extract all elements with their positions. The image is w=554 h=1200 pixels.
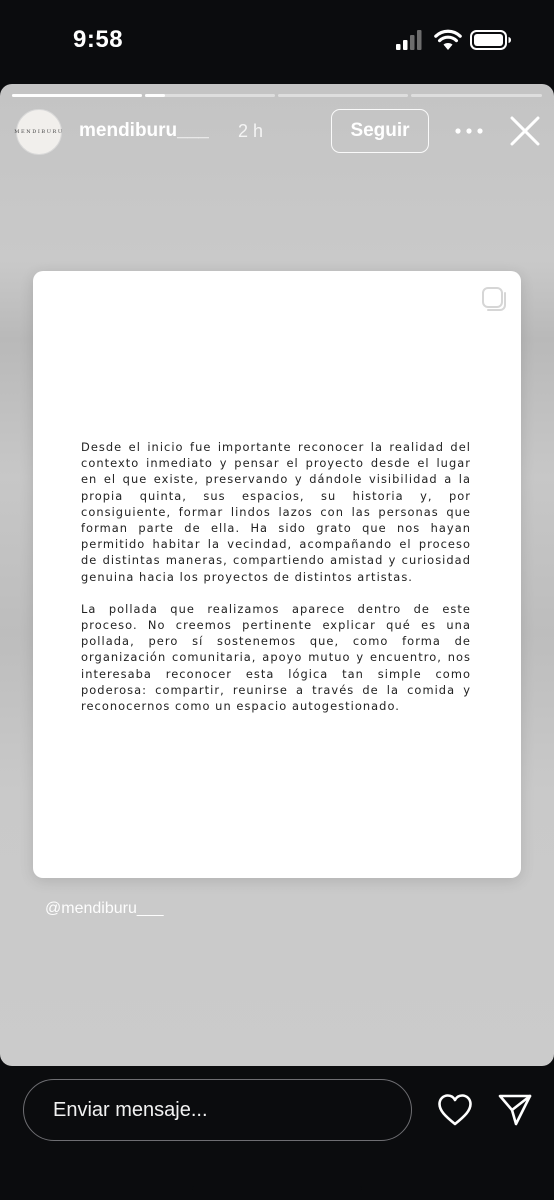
progress-fill-2	[145, 94, 165, 97]
heart-icon[interactable]	[437, 1093, 473, 1127]
post-paragraph-1: Desde el inicio fue importante reconocer la realidad del contexto inmediato y pensar el proyecto desde el lugar en el que existe, preservando y dándole visibilidad a la propia quinta, sus espacios, su historia y, por consiguiente, formar lindos lazos con las personas que forman parte de ella. Ha sido grato que nos hayan permitido habitar la vecindad, acompañando el proceso de distintas maneras, compartiendo amistad y curiosidad genuina hacia los proyectos de distintos artistas.	[81, 440, 471, 584]
battery-icon	[470, 29, 512, 51]
reply-bar	[0, 1066, 554, 1200]
more-options-icon[interactable]	[452, 120, 486, 142]
story-progress	[12, 94, 542, 97]
post-text	[81, 439, 471, 730]
post-paragraph-2: La pollada que realizamos aparece dentro de este proceso. No creemos pertinente explicar qué es una pollada, pero sí sostenemos que, como forma de organización comunitaria, apoyo mutuo y encuentro, nos interesaba reconocer esta lógica tan simple como poderosa: compartir, reunirse a través de la comida y reconocernos como un espacio autogestionado.	[81, 601, 471, 714]
username[interactable]: mendiburu___	[79, 120, 209, 141]
progress-segment-4	[411, 94, 542, 97]
close-icon[interactable]	[506, 112, 544, 150]
status-bar	[0, 0, 554, 84]
progress-segment-2	[145, 94, 275, 97]
avatar[interactable]	[16, 109, 62, 155]
wifi-icon	[434, 29, 462, 51]
status-time: 9:58	[73, 26, 124, 53]
story-viewer[interactable]	[0, 84, 554, 1066]
follow-button[interactable]: Seguir	[331, 109, 429, 153]
cellular-signal-icon	[396, 30, 424, 50]
progress-segment-3	[278, 94, 408, 97]
multiple-posts-icon	[480, 285, 508, 313]
home-indicator	[192, 1186, 362, 1191]
timestamp: 2 h	[238, 121, 264, 141]
mention-tag[interactable]: @mendiburu___	[45, 900, 164, 917]
send-icon[interactable]	[497, 1092, 533, 1128]
progress-fill-1	[12, 94, 142, 97]
message-input[interactable]: Enviar mensaje...	[23, 1079, 412, 1141]
progress-segment-1	[12, 94, 142, 97]
post-card[interactable]	[33, 271, 521, 878]
avatar-logo: MENDIBURU	[14, 129, 64, 135]
